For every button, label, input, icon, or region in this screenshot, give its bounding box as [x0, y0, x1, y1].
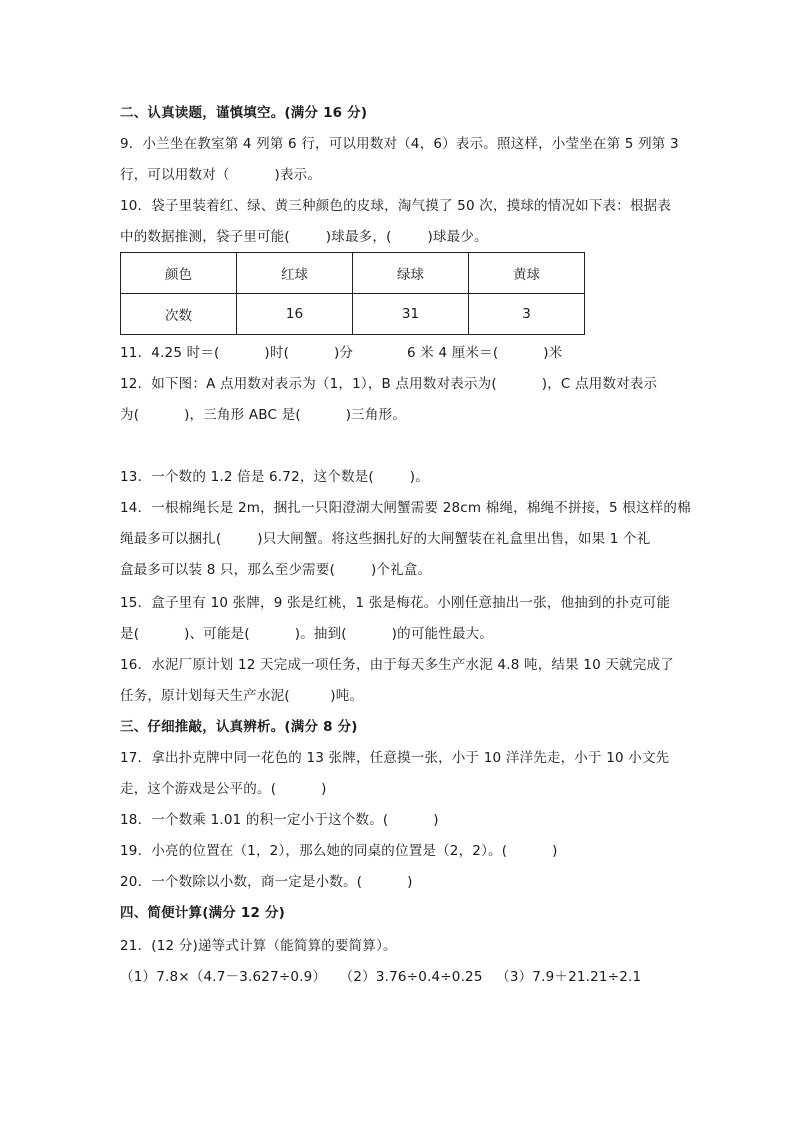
- table-cell: 16: [237, 294, 353, 335]
- question-17-line-1: 17．拿出扑克牌中同一花色的 13 张牌，任意摸一张，小于 10 洋洋先走，小于 10 小文先: [120, 750, 670, 766]
- section-4-heading: 四、简便计算(满分 12 分): [120, 905, 286, 921]
- question-15-line-1: 15．盒子里有 10 张牌，9 张是红桃，1 张是梅花。小刚任意抽出一张，他抽到的扑克可能: [120, 595, 671, 611]
- table-cell: 31: [353, 294, 469, 335]
- question-10-line-2: 中的数据推测，袋子里可能( )球最多，( )球最少。: [120, 229, 488, 245]
- question-20: 20．一个数除以小数，商一定是小数。( ): [120, 874, 413, 890]
- section-3-heading: 三、仔细推敲，认真辨析。(满分 8 分): [120, 719, 358, 735]
- question-10-line-1: 10．袋子里装着红、绿、黄三种颜色的皮球，淘气摸了 50 次，摸球的情况如下表：根据表: [120, 198, 672, 214]
- question-14-line-3: 盒最多可以装 8 只，那么至少需要( )个礼盒。: [120, 562, 432, 578]
- question-9-line-1: 9．小兰坐在教室第 4 列第 6 行，可以用数对（4，6）表示。照这样，小莹坐在第 5 列第 3: [120, 136, 679, 152]
- section-2-heading: 二、认真读题，谨慎填空。(满分 16 分): [120, 105, 368, 121]
- table-header-row: [121, 253, 585, 294]
- question-19: 19．小亮的位置在（1，2），那么她的同桌的位置是（2，2）。( ): [120, 843, 558, 859]
- question-13: 13．一个数的 1.2 倍是 6.72，这个数是( )。: [120, 469, 429, 485]
- question-12-line-2: 为( )，三角形 ABC 是( )三角形。: [120, 407, 406, 423]
- question-17-line-2: 走，这个游戏是公平的。( ): [120, 781, 327, 797]
- table-header-cell: 黄球: [469, 253, 585, 294]
- question-16-line-2: 任务，原计划每天生产水泥( )吨。: [120, 688, 364, 704]
- table-header-cell: 红球: [237, 253, 353, 294]
- question-21-items: （1）7.8×（4.7－3.627÷0.9） （2）3.76÷0.4÷0.25 （3）7.9＋21.21÷2.1: [120, 969, 642, 985]
- table-header-cell: 绿球: [353, 253, 469, 294]
- question-15-line-2: 是( )、可能是( )。抽到( )的可能性最大。: [120, 626, 494, 642]
- question-14-line-2: 绳最多可以捆扎( )只大闸蟹。将这些捆扎好的大闸蟹装在礼盒里出售，如果 1 个礼: [120, 531, 651, 547]
- question-21: 21．(12 分)递等式计算（能简算的要简算）。: [120, 938, 397, 954]
- ball-count-table: [120, 252, 585, 335]
- table-header-cell: 颜色: [121, 253, 237, 294]
- question-16-line-1: 16．水泥厂原计划 12 天完成一项任务，由于每天多生产水泥 4.8 吨，结果 10 天就完成了: [120, 657, 674, 673]
- question-11: 11．4.25 时＝( )时( )分 6 米 4 厘米＝( )米: [120, 345, 563, 361]
- question-12-line-1: 12．如下图：A 点用数对表示为（1，1），B 点用数对表示为( )，C 点用数对表示: [120, 376, 658, 392]
- question-14-line-1: 14．一根棉绳长是 2m，捆扎一只阳澄湖大闸蟹需要 28cm 棉绳，棉绳不拼接，5 根这样的棉: [120, 500, 691, 516]
- question-9-line-2: 行，可以用数对（ )表示。: [120, 167, 322, 183]
- table-row-label: 次数: [121, 294, 237, 335]
- table-cell: 3: [469, 294, 585, 335]
- table-row: [121, 294, 585, 335]
- question-18: 18．一个数乘 1.01 的积一定小于这个数。( ): [120, 812, 439, 828]
